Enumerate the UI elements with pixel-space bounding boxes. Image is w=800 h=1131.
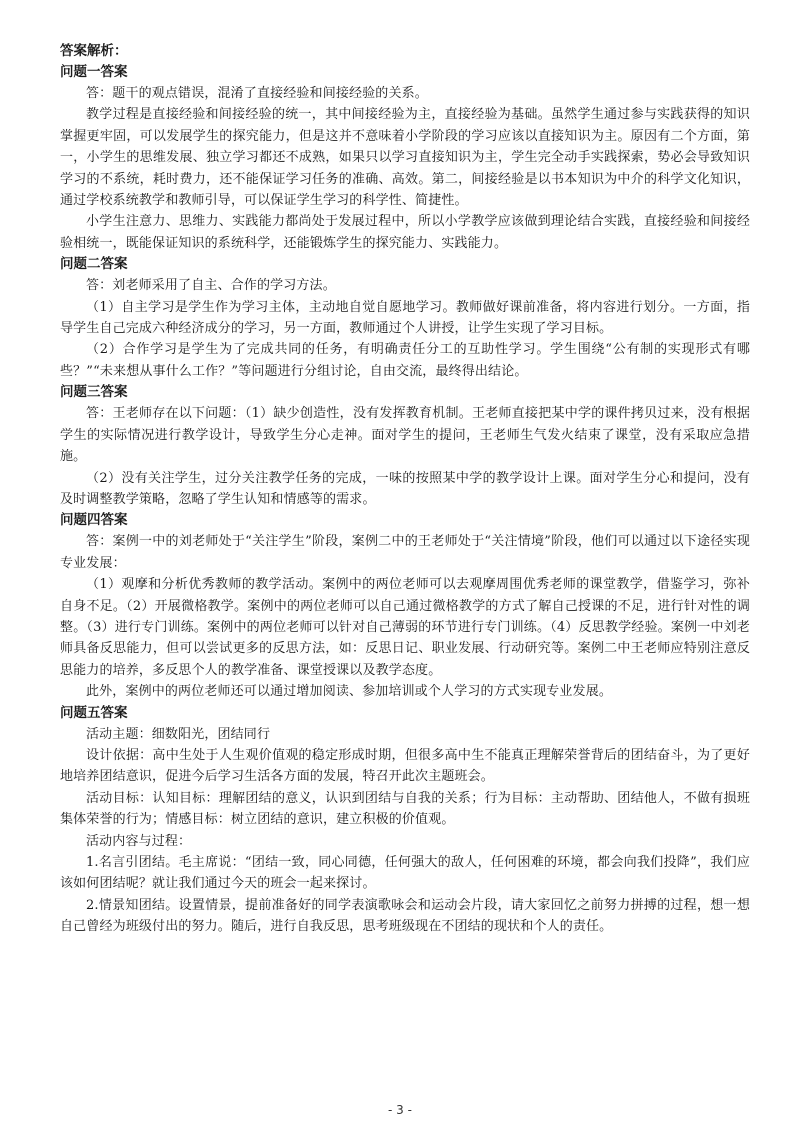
paragraph: （2）没有关注学生，过分关注教学任务的完成，一味的按照某中学的教学设计上课。面对学生分心和提问，没有及时调整教学策略，忽略了学生认知和情感等的需求。: [60, 470, 750, 507]
paragraph: 教学过程是直接经验和间接经验的统一，其中间接经验为主，直接经验为基础。虽然学生通过参与实践获得的知识掌握更牢固，可以发展学生的探究能力，但是这并不意味着小学阶段的学习应该以直接知识为主。原因有二个方面，第一，小学生的思维发展、独立学习都还不成熟，如果只以学习直接知识为主，学生完全动手实践探索，势必会导致知识学习的不系统，耗时费力，还不能保证学习任务的准确、高效。第二，间接经验是以书本知识为中介的科学文化知识，通过学校系统教学和教师引导，可以保证学生学习的科学性、简捷性。: [60, 107, 750, 209]
paragraph: 答：刘老师采用了自主、合作的学习方法。: [86, 278, 336, 294]
paragraph: （1）观摩和分析优秀教师的教学活动。案例中的两位老师可以去观摩周围优秀老师的课堂教学，借鉴学习，弥补自身不足。（2）开展微格教学。案例中的两位老师可以自己通过微格教学的方式了解自己授课的不足，进行针对性的调整。（3）进行专门训练。案例中的两位老师可以针对自己薄弱的环节进行专门训练。（4）反思教学经验。案例一中刘老师具备反思能力，但可以尝试更多的反思方法，如：反思日记、职业发展、行动研究等。案例二中王老师应特别注意反思能力的培养，多反思个人的教学准备、课堂授课以及教学态度。: [60, 577, 750, 678]
document-title: 答案解析：: [60, 43, 128, 59]
section-heading: 问题三答案: [60, 384, 128, 401]
paragraph: 此外，案例中的两位老师还可以通过增加阅读、参加培训或个人学习的方式实现专业发展。: [86, 684, 613, 700]
answer-section-5: [60, 703, 750, 938]
paragraph: （2）合作学习是学生为了完成共同的任务，有明确责任分工的互助性学习。学生围绕“公有制的实现形式有哪些？”“未来想从事什么工作？”等问题进行分组讨论，自由交流，最终得出结论。: [60, 342, 750, 379]
paragraph: （1）自主学习是学生作为学习主体，主动地自觉自愿地学习。教师做好课前准备，将内容进行划分。一方面，指导学生自己完成六种经济成分的学习，另一方面，教师通过个人讲授，让学生实现了学习目标。: [60, 299, 750, 337]
document-page: [60, 41, 750, 938]
paragraph: 答：王老师存在以下问题：（1）缺少创造性，没有发挥教育机制。王老师直接把某中学的课件拷贝过来，没有根据学生的实际情况进行教学设计，导致学生分心走神。面对学生的提问，王老师生气发火结束了课堂，没有采取应急措施。: [60, 406, 750, 465]
paragraph: 活动主题：细数阳光，团结同行: [86, 726, 271, 742]
paragraph: 答：案例一中的刘老师处于“关注学生”阶段，案例二中的王老师处于“关注情境”阶段，他们可以通过以下途径实现专业发展：: [60, 534, 750, 571]
paragraph: 1.名言引团结。毛主席说：“团结一致，同心同德，任何强大的敌人，任何困难的环境，都会向我们投降”，我们应该如何团结呢？就让我们通过今天的班会一起来探讨。: [60, 855, 750, 892]
section-heading: 问题二答案: [60, 256, 128, 273]
paragraph: 小学生注意力、思维力、实践能力都尚处于发展过程中，所以小学教学应该做到理论结合实践，直接经验和间接经验相统一，既能保证知识的系统科学，还能锻炼学生的探究能力、实践能力。: [60, 214, 750, 251]
section-heading: 问题四答案: [60, 512, 128, 529]
page-number: - 3 -: [388, 1103, 412, 1117]
paragraph: 2.情景知团结。设置情景，提前准备好的同学表演歌咏会和运动会片段，请大家回忆之前努力拼搏的过程，想一想自己曾经为班级付出的努力。随后，进行自我反思，思考班级现在不团结的现状和个人的责任。: [60, 897, 750, 935]
section-heading: 问题一答案: [60, 64, 128, 80]
answer-section-3: [60, 382, 750, 510]
paragraph: 活动内容与过程：: [86, 833, 192, 849]
paragraph: 答：题干的观点错误，混淆了直接经验和间接经验的关系。: [86, 86, 428, 101]
paragraph: 活动目标：认知目标：理解团结的意义，认识到团结与自我的关系；行为目标：主动帮助、团结他人，不做有损班集体荣誉的行为；情感目标：树立团结的意识，建立积极的价值观。: [60, 790, 750, 828]
answer-section-2: [60, 254, 750, 382]
answer-section-4: [60, 510, 750, 702]
answer-section-1: [60, 62, 750, 254]
section-heading: 问题五答案: [60, 704, 128, 721]
paragraph: 设计依据：高中生处于人生观价值观的稳定形成时期，但很多高中生不能真正理解荣誉背后的团结奋斗，为了更好地培养团结意识，促进今后学习生活各方面的发展，特召开此次主题班会。: [60, 747, 750, 785]
